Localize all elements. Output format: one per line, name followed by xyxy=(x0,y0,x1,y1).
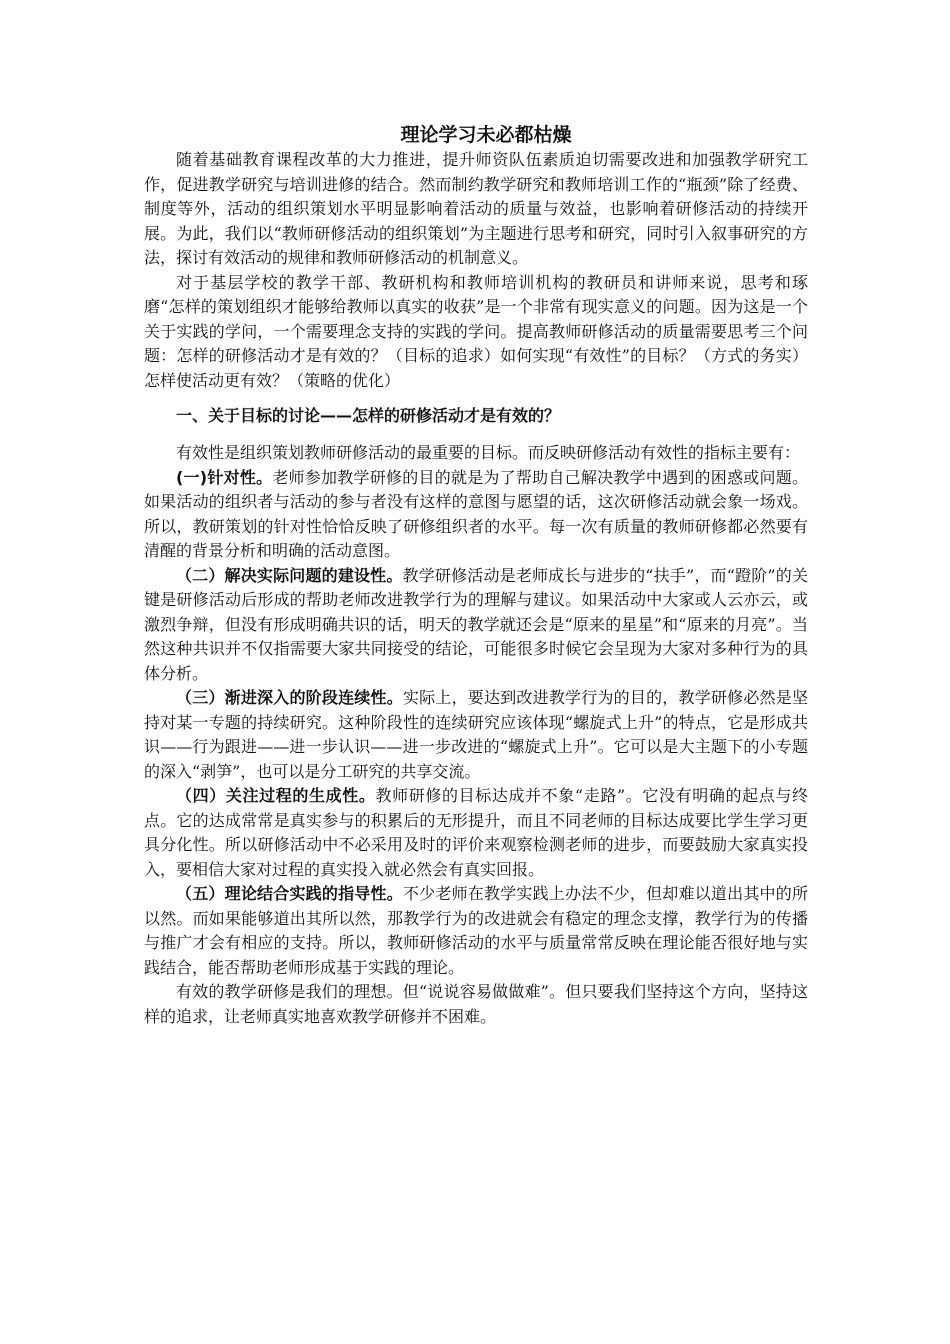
indicator-item-2 xyxy=(144,564,808,687)
indicator-label-4: （四）关注过程的生成性。 xyxy=(176,786,376,805)
indicator-label-2: （二）解决实际问题的建设性。 xyxy=(176,565,403,585)
indicator-text-4: 教师研修的目标达成并不象“走路”。它没有明确的起点与终点。它的达成常常是真实参与的积累后的无形提升，而且不同老师的目标达成要比学生学习更具分化性。所以研修活动中不必采用及时的评价来观察检测老师的进步，而要鼓励大家真实投入，要相信大家对过程的真实投入就必然会有真实回报。 xyxy=(144,786,808,879)
section-heading: 一、关于目标的讨论——怎样的研修活动才是有效的？ xyxy=(176,406,561,425)
document-title: 理论学习未必都枯燥 xyxy=(400,124,572,146)
intro-paragraph-2: 对于基层学校的教学干部、教研机构和教师培训机构的教研员和讲师来说，思考和琢磨“怎样的策划组织才能够给教师以真实的收获”是一个非常有现实意义的问题。因为这是一个关于实践的学问，一个需要理念支持的实践的学问。提高教师研修活动的质量需要思考三个问题：怎样的研修活动才是有效的？（目标的追求）如何实现“有效性”的目标？（方式的务实）怎样使活动更有效？（策略的优化） xyxy=(144,272,808,390)
indicator-text-5: 不少老师在教学实践上办法不少，但却难以道出其中的所以然。而如果能够道出其所以然，那教学行为的改进就会有稳定的理念支撑，教学行为的传播与推广才会有相应的支持。所以，教师研修活动的水平与质量常常反映在理论能否很好地与实践结合，能否帮助老师形成基于实践的理论。 xyxy=(144,884,808,977)
indicator-item-3 xyxy=(144,686,808,784)
indicator-text-1: 老师参加教学研修的目的就是为了帮助自己解决教学中遇到的困惑或问题。如果活动的组织者与活动的参与者没有这样的意图与愿望的话，这次研修活动就会象一场戏。所以，教研策划的针对性恰恰反映了研修组织者的水平。每一次有质量的教师研修都必然要有清醒的背景分析和明确的活动意图。 xyxy=(144,467,808,560)
indicator-label-3: （三）渐进深入的阶段连续性。 xyxy=(176,688,403,707)
section-intro-paragraph: 有效性是组织策划教师研修活动的最重要的目标。而反映研修活动有效性的指标主要有： xyxy=(176,443,801,462)
conclusion-paragraph: 有效的教学研修是我们的理想。但“说说容易做做难”。但只要我们坚持这个方向，坚持这样的追求，让老师真实地喜欢教学研修并不困难。 xyxy=(144,982,808,1026)
intro-paragraph-1: 随着基础教育课程改革的大力推进，提升师资队伍素质迫切需要改进和加强教学研究工作，促进教学研究与培训进修的结合。然而制约教学研究和教师培训工作的“瓶颈”除了经费、制度等外，活动的组织策划水平明显影响着活动的质量与效益，也影响着研修活动的持续开展。为此，我们以“教师研修活动的组织策划”为主题进行思考和研究，同时引入叙事研究的方法，探讨有效活动的规律和教师研修活动的机制意义。 xyxy=(144,150,808,267)
indicator-label-5: （五）理论结合实践的指导性。 xyxy=(176,884,403,903)
indicator-item-4 xyxy=(144,784,808,882)
document-body xyxy=(144,122,808,1029)
indicator-text-2: 教学研修活动是老师成长与进步的“扶手”，而“蹬阶”的关键是研修活动后形成的帮助老师改进教学行为的理解与建议。如果活动中大家或人云亦云，或激烈争辩，但没有形成明确共识的话，明天的教学就还会是“原来的星星”和“原来的月亮”。当然这种共识并不仅指需要大家共同接受的结论，可能很多时候它会呈现为大家对多种行为的具体分析。 xyxy=(144,565,808,683)
indicator-label-1: (一)针对性。 xyxy=(176,467,273,487)
indicator-text-3: 实际上，要达到改进教学行为的目的，教学研修必然是坚持对某一专题的持续研究。这种阶段性的连续研究应该体现“螺旋式上升”的特点，它是形成共识——行为跟进——进一步认识——进一步改进的“螺旋式上升”。它可以是大主题下的小专题的深入“剥笋”，也可以是分工研究的共享交流。 xyxy=(144,688,808,781)
indicator-item-1 xyxy=(144,466,808,564)
indicator-item-5 xyxy=(144,882,808,980)
